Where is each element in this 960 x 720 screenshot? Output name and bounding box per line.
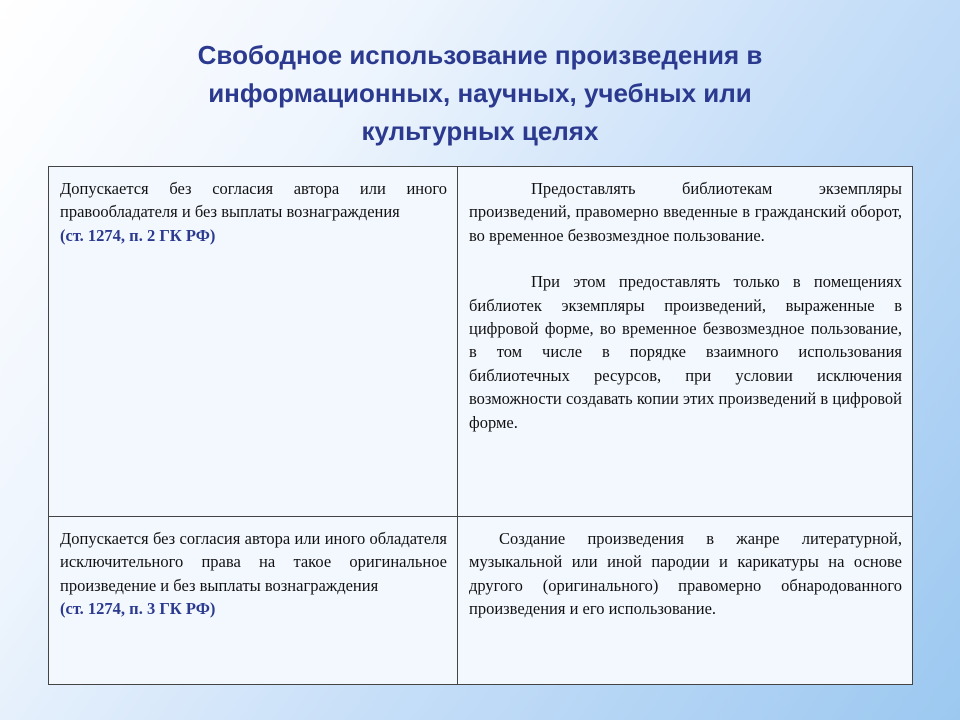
title-line-3: культурных целях — [361, 116, 599, 146]
usage-cell — [458, 167, 913, 517]
title-line-1: Свободное использование произведения в — [197, 40, 763, 70]
usage-paragraph: При этом предоставлять только в помещениях библиотек экземпляры произведений, выраженные в цифровой форме, во временное безвозмездное пользование, в том числе в порядке взаимного использования библиотечных ресурсов, при условии исключения возможности создавать копии этих произведений в цифровой форме. — [469, 272, 902, 432]
table-row — [49, 517, 913, 685]
usage-table — [48, 166, 913, 685]
condition-text: Допускается без согласия автора или иного правообладателя и без выплаты вознаграждения — [60, 179, 447, 222]
usage-cell — [458, 517, 913, 685]
condition-text: Допускается без согласия автора или иного обладателя исключительного права на такое оригинальное произведение и без выплаты вознаграждения — [60, 529, 447, 595]
usage-paragraph: Предоставлять библиотекам экземпляры произведений, правомерно введенные в гражданский оборот, во временное безвозмездное пользование. — [469, 179, 902, 245]
condition-cell — [49, 167, 458, 517]
law-reference: (ст. 1274, п. 3 ГК РФ) — [60, 599, 216, 619]
condition-cell — [49, 517, 458, 685]
title-line-2: информационных, научных, учебных или — [208, 78, 752, 108]
usage-paragraph: Создание произведения в жанре литературной, музыкальной или иной пародии и карикатуры на основе другого (оригинального) правомерно обнародованного произведения и его использование. — [469, 529, 902, 619]
law-reference: (ст. 1274, п. 2 ГК РФ) — [60, 225, 216, 245]
slide-title — [60, 36, 900, 150]
table-row — [49, 167, 913, 517]
